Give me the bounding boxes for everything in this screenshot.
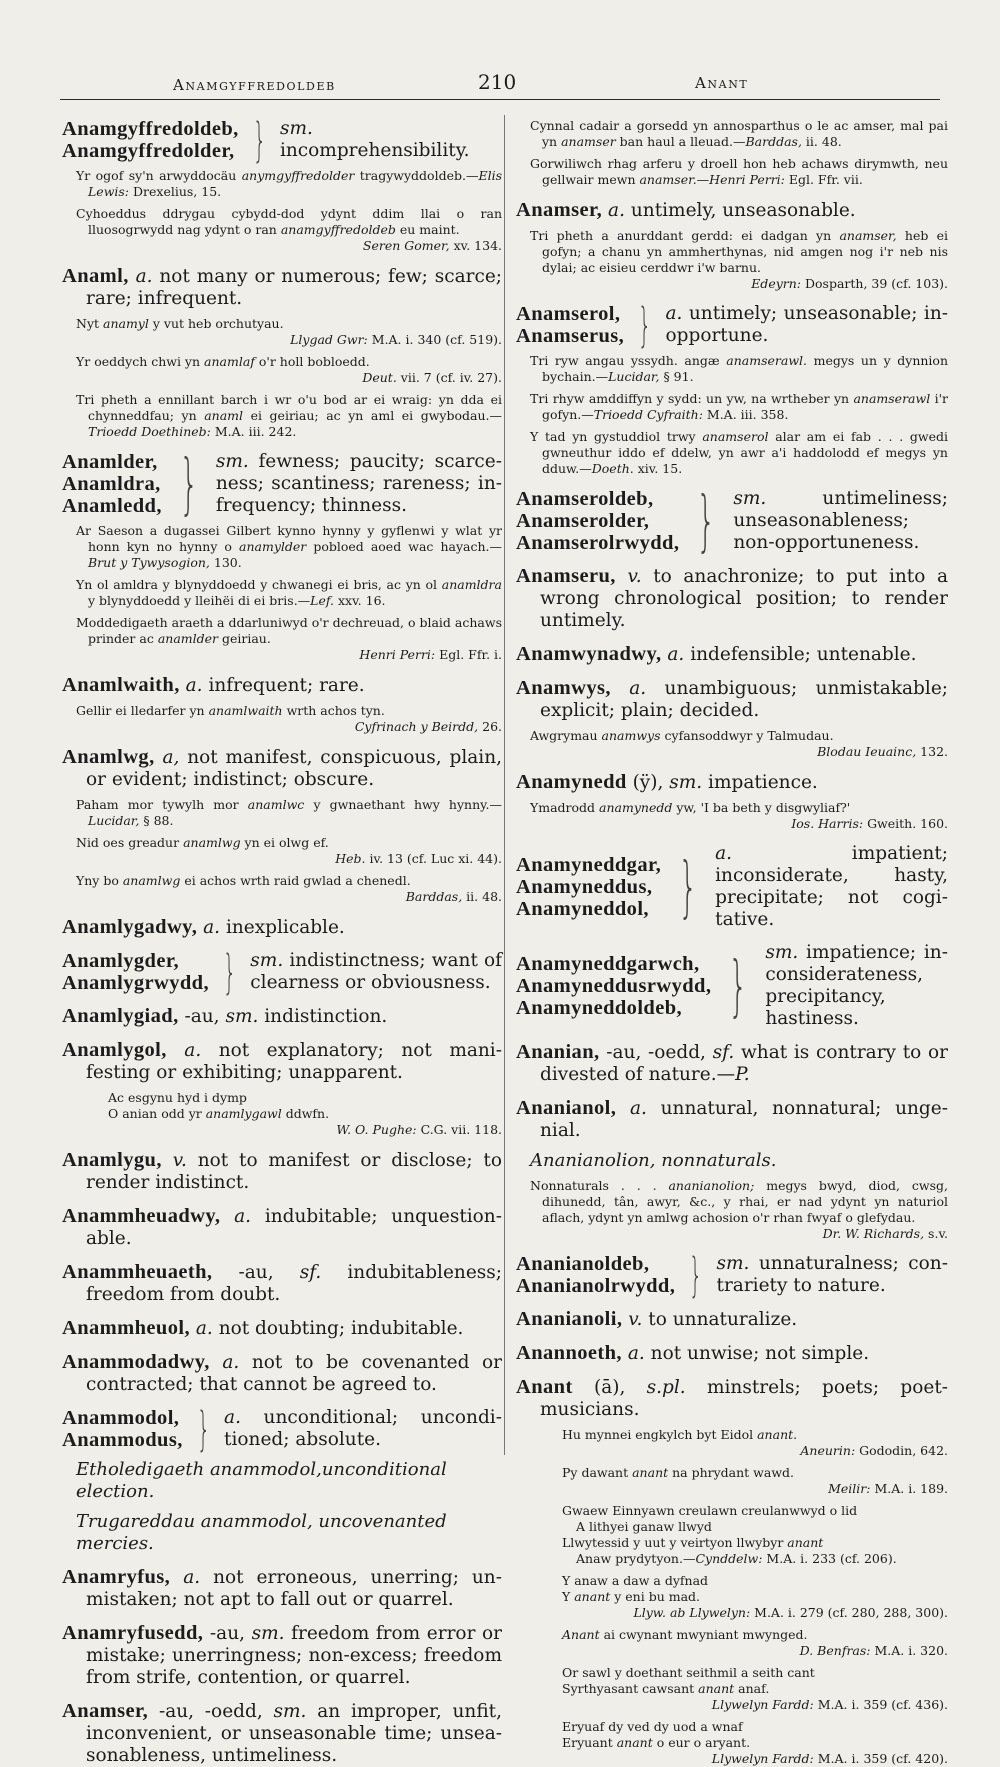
running-head <box>0 70 1000 100</box>
entry-anamlygol: Anamlygol, a. not explanatory; not manifesting or exhibiting; unapparent. <box>62 1039 502 1083</box>
sub-phrase: Etholedigaeth anammodol,unconditional election. <box>76 1459 447 1502</box>
verse-quote: Hu mynnei engkylch byt Eidol anant. Aneurin: Gododin, 642. <box>562 1427 948 1458</box>
example-quote: Yr oeddych chwi yn anamlaf o'r holl bobloedd. Deut. vii. 7 (cf. iv. 27). <box>76 354 502 385</box>
example-quote: Tri rhyw amddiffyn y sydd: un yw, na wrtheber yn anamserawl i'r gofyn.—Trioedd Cyfraith: M.A. iii. 358. <box>530 391 948 422</box>
example-quote: Nyt anamyl y vut heb orchutyau. Llygad Gwr: M.A. i. 340 (cf. 519). <box>76 316 502 347</box>
example-quote: Y tad yn gystuddiol trwy anamserol alar am ei fab . . . gwedi gwneuthur iddo ef ddelw, yn awr a'i haddolodd ef megys yn dduw.—Doeth. xiv. 15. <box>530 429 949 476</box>
brace: } <box>196 1402 210 1456</box>
example-quote: Tri pheth a ennillant barch i wr o'u bod ar ei wraig: yn dda ei chynneddfau; yn anaml ei geiriau; ac yn aml ei gwybodau.—Trioedd Doethineb: M.A. iii. 242. <box>76 392 502 439</box>
entry-ananianol: Ananianol, a. unnatural, nonnatural; ungenial. <box>516 1097 948 1141</box>
sub-phrase: Ananianolion, nonnaturals. <box>530 1150 777 1171</box>
example-quote: Gorwiliwch rhag arferu y droell hon heb achaws dirymwth, neu gellwair mewn anamser.—Henri Perri: Egl. Ffr. vii. <box>530 156 948 187</box>
entry-anannoeth: Anannoeth, a. not unwise; not simple. <box>516 1342 870 1364</box>
header-rule <box>60 99 940 100</box>
example-quote: Gellir ei lledarfer yn anamlwaith wrth achos tyn. Cyfrinach y Beirdd, 26. <box>76 703 502 734</box>
verse-quote: Eryuaf dy ved dy uod a wnaf Eryuant anant o eur o aryant. Llywelyn Fardd: M.A. i. 359 (cf. 420). <box>562 1719 948 1766</box>
example-quote: Moddedigaeth araeth a ddarluniwyd o'r dechreuad, o blaid achaws prinder ac anamlder geiriau. Henri Perri: Egl. Ffr. i. <box>76 615 502 662</box>
example-quote: Awgrymau anamwys cyfansoddwyr y Talmudau. Blodau Ieuainc, 132. <box>530 728 948 759</box>
grammar-label: sm. <box>279 118 313 139</box>
example-quote: Ymadrodd anamynedd yw, 'I ba beth y disgwyliaf?' Ios. Harris: Gweith. 160. <box>530 800 948 831</box>
entry-anant: Anant (ā), s.pl. minstrels; poets; poet-musicians. <box>516 1376 949 1420</box>
verse-quote: Gwaew Einnyawn creulawn creulanwwyd o lid A lithyei ganaw llwyd Llwytessid y uut y veirtyon llwybyr anant Anaw prydytyon.—Cynddelw: M.A. i. 233 (cf. 206). <box>562 1503 897 1566</box>
example-quote: Tri ryw angau yssydh. angæ anamserawl. megys un y dynnion bychain.—Lucidar, § 91. <box>530 353 949 384</box>
brace: } <box>689 1248 703 1302</box>
example-quote: Nid oes greadur anamlwg yn ei olwg ef. Heb. iv. 13 (cf. Luc xi. 44). <box>76 835 502 866</box>
example-quote: Tri pheth a anurddant gerdd: ei dadgan yn anamser, heb ei gofyn; a chanu yn ammherthynas, nid amgen nog i'r neb nis dylai; ac eisieu cerddwr i'w barnu. Edeyrn: Dosparth, 39 (cf. 103). <box>530 228 948 291</box>
headword: Anamgyffredoldeb, <box>62 118 239 140</box>
brace: } <box>638 298 652 352</box>
brace: } <box>223 945 237 999</box>
page-number: 210 <box>478 70 517 94</box>
entry-anamlwaith: Anamlwaith, a. infrequent; rare. <box>62 674 365 696</box>
verse-quote: Ac esgynu hyd i dymp O anian odd yr anamlygawl ddwfn. W. O. Pughe: C.G. vii. 118. <box>108 1090 502 1137</box>
entry-anamlwg: Anamlwg, a, not manifest, conspicuous, plain, or evident; indistinct; obscure. <box>62 746 502 790</box>
example-quote: Ar Saeson a dugassei Gilbert kynno hynny y gyflenwi y wlat yr honn kyn no hynny o anamylder pobloed aoed wac hayach.—Brut y Tywysogion, 130. <box>76 523 503 570</box>
entry-anamryfusedd: Anamryfusedd, -au, sm. freedom from error or mistake; unerringness; non-excess; freedom from strife, contention, or quarrel. <box>62 1622 502 1688</box>
column-divider <box>504 115 505 1455</box>
running-head-right: Anant <box>695 74 749 92</box>
entry-anamlygu: Anamlygu, v. not to manifest or disclose; to render indistinct. <box>62 1149 502 1193</box>
entry-anamwynadwy: Anamwynadwy, a. indefensible; untenable. <box>516 643 917 665</box>
brace: } <box>678 848 698 925</box>
entry-anamserol: Anamserol, Anamserus, } a. untimely; unseasonable; inopportune. <box>516 298 948 352</box>
entry-ananian: Ananian, -au, -oedd, sf. what is contrary to or divested of nature.—P. <box>516 1041 948 1085</box>
entry-anamyneddgar: Anamyneddgar, Anamyneddus, Anamyneddol, } a. impatient; inconsiderate, hasty, precipitate; not cogitative. <box>516 843 948 930</box>
entry-anamyneddgarwch: Anamyneddgarwch, Anamyneddusrwydd, Anamyneddoldeb, } sm. impatience; inconsiderateness, precipitancy, hastiness. <box>516 942 948 1029</box>
brace: } <box>252 113 266 167</box>
entry-anamlygiad: Anamlygiad, -au, sm. indistinction. <box>62 1005 388 1027</box>
entry-anaml: Anaml, a. not many or numerous; few; scarce; rare; infrequent. <box>62 265 503 309</box>
entry-anamser-noun: Anamser, -au, -oedd, sm. an improper, unfit, inconvenient, or unseasonable time; unseasonableness, untimeliness. <box>62 1700 502 1766</box>
verse-quote: Or sawl y doethant seithmil a seith cant Syrthyasant cawsant anant anaf. Llywelyn Fardd: M.A. i. 359 (cf. 436). <box>562 1665 948 1712</box>
left-column <box>62 113 503 1767</box>
entry-anammheuaeth: Anammheuaeth, -au, sf. indubitableness; freedom from doubt. <box>62 1261 502 1305</box>
entry-anamlygder: Anamlygder, Anamlygrwydd, } sm. indistinctness; want of clearness or obviousness. <box>62 945 502 999</box>
verse-quote: Py dawant anant na phrydant wawd. Meilir: M.A. i. 189. <box>562 1465 948 1496</box>
entry-anammheuadwy: Anammheuadwy, a. indubitable; unquestionable. <box>62 1205 502 1249</box>
entry-anamseroldeb: Anamseroldeb, Anamserolder, Anamserolrwydd, } sm. untimeliness; unseasonableness; non-opportuneness. <box>516 482 948 559</box>
running-head-left: Anamgyffredoldeb <box>173 76 336 94</box>
entry-anamseru: Anamseru, v. to anachronize; to put into a wrong chronological position; to render untimely. <box>516 565 948 631</box>
entry-anamwys: Anamwys, a. unambiguous; unmistakable; explicit; plain; decided. <box>516 677 948 721</box>
entry-anammheuol: Anammheuol, a. not doubting; indubitable. <box>62 1317 464 1339</box>
entry-anamgyffredoldeb <box>62 113 502 167</box>
right-column <box>516 118 948 1767</box>
entry-anammodadwy: Anammodadwy, a. not to be covenanted or contracted; that cannot be agreed to. <box>62 1351 503 1395</box>
example-quote: Nonnaturals . . . ananianolion; megys bwyd, diod, cwsg, dihunedd, tân, awyr, &c., y rhai, er nad ydynt yn naturiol aflach, ydynt yn amlwg achosion o'r rhan fwyaf o glefydau. Dr. W. Richards, s.v. <box>530 1178 948 1241</box>
verse-quote: Anant ai cwynant mwyniant mwynged. D. Benfras: M.A. i. 320. <box>562 1627 948 1658</box>
sub-phrase: Trugareddau anammodol, uncovenanted mercies. <box>76 1511 447 1554</box>
example-quote: Yn ol amldra y blynyddoedd y chwanegi ei bris, ac yn ol anamldra y blynyddoedd y lleihëi di ei bris.—Lef. xxv. 16. <box>76 577 502 608</box>
brace: } <box>728 947 748 1024</box>
example-quote: Paham mor tywylh mor anamlwc y gwnaethant hwy hynny.—Lucidar, § 88. <box>76 797 503 828</box>
example-quote: Yny bo anamlwg ei achos wrth raid gwlad a chenedl. Barddas, ii. 48. <box>76 873 502 904</box>
entry-anamlygadwy: Anamlygadwy, a. inexplicable. <box>62 916 345 938</box>
entry-anamynedd: Anamynedd (ÿ), sm. impatience. <box>516 771 818 793</box>
entry-anamlder: Anamlder, Anamldra, Anamledd, } sm. fewness; paucity; scarceness; scantiness; rareness; infrequency; thinness. <box>62 445 502 522</box>
entry-ananianoli: Ananianoli, v. to unnaturalize. <box>516 1308 798 1330</box>
entry-anammodol: Anammodol, Anammodus, } a. unconditional; unconditioned; absolute. <box>62 1402 502 1456</box>
verse-quote: Y anaw a daw a dyfnad Y anant y eni bu mad. Llyw. ab Llywelyn: M.A. i. 279 (cf. 280, 288, 300). <box>562 1573 948 1620</box>
definition: incomprehensibility. <box>279 140 470 161</box>
entry-ananianoldeb: Ananianoldeb, Ananianolrwydd, } sm. unnaturalness; contrariety to nature. <box>516 1248 948 1302</box>
brace: } <box>179 445 199 522</box>
example-quote: Yr ogof sy'n arwyddocäu anymgyffredolder tragywyddoldeb.—Elis Lewis: Drexelius, 15. <box>76 168 502 199</box>
headword: Anamgyffredolder, <box>62 140 235 162</box>
example-quote: Cyhoeddus ddrygau cybydd-dod ydynt ddim llai o ran lluosogrwydd nag ydynt o ran anamgyffredoldeb eu maint. Seren Gomer, xv. 134. <box>76 206 502 253</box>
entry-anamser-adj: Anamser, a. untimely, unseasonable. <box>516 199 856 221</box>
entry-anamryfus: Anamryfus, a. not erroneous, unerring; unmistaken; not apt to fall out or quarrel. <box>62 1566 502 1610</box>
example-quote: Cynnal cadair a gorsedd yn annosparthus o le ac amser, mal pai yn anamser ban haul a lleuad.—Barddas, ii. 48. <box>530 118 948 149</box>
brace: } <box>696 482 716 559</box>
